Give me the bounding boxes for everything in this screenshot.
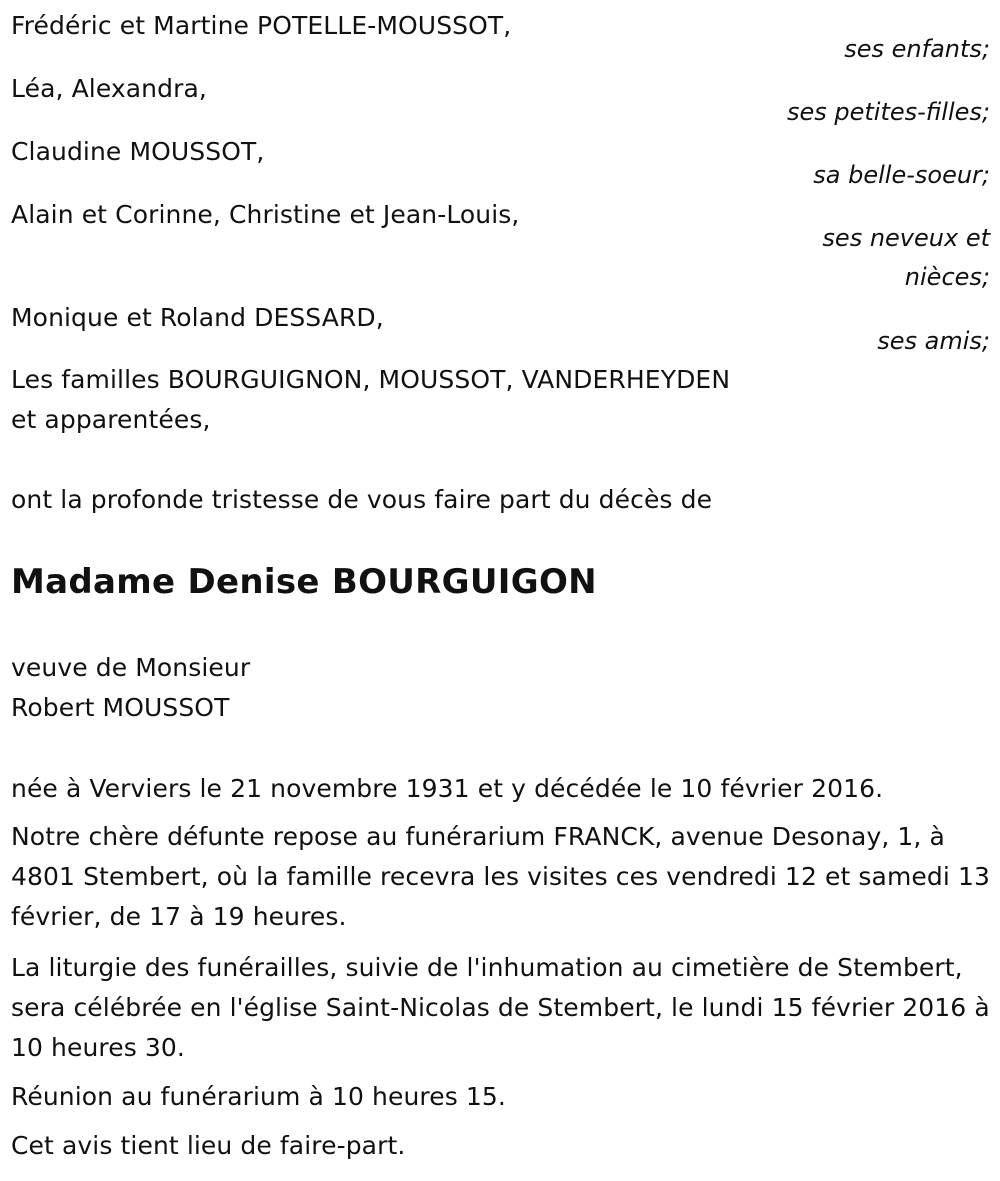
family-names-granddaughters: Léa, Alexandra, <box>11 74 207 103</box>
meeting-paragraph: Réunion au funérarium à 10 heures 15. <box>11 1082 506 1111</box>
relation-granddaughters: ses petites-filles; <box>786 98 990 126</box>
relation-nephews-nieces-line1: ses neveux et <box>822 224 990 252</box>
funerarium-paragraph: Notre chère défunte repose au funérarium FRANCK, avenue Desonay, 1, à 4801 Stembert, où la famille recevra les visites ces vendredi 12 et samedi 13 février, de 17 à 19 heures. <box>11 822 990 931</box>
family-names-friends: Monique et Roland DESSARD, <box>11 303 384 332</box>
family-names-families-line2: et apparentées, <box>11 405 211 434</box>
relation-children: ses enfants; <box>844 35 990 63</box>
relation-sister-in-law: sa belle-soeur; <box>813 161 990 189</box>
widow-line-2: Robert MOUSSOT <box>11 693 230 722</box>
relation-nephews-nieces-line2: nièces; <box>904 263 990 291</box>
family-names-sister-in-law: Claudine MOUSSOT, <box>11 137 265 166</box>
notice-paragraph: Cet avis tient lieu de faire-part. <box>11 1131 406 1160</box>
widow-line-1: veuve de Monsieur <box>11 653 251 682</box>
birth-death-paragraph: née à Verviers le 21 novembre 1931 et y décédée le 10 février 2016. <box>11 774 884 803</box>
announcement-text: ont la profonde tristesse de vous faire part du décès de <box>11 485 713 514</box>
family-names-nephews-nieces: Alain et Corinne, Christine et Jean-Louis, <box>11 200 520 229</box>
relation-friends: ses amis; <box>877 327 990 355</box>
family-names-children: Frédéric et Martine POTELLE-MOUSSOT, <box>11 11 512 40</box>
family-names-families-line1: Les familles BOURGUIGNON, MOUSSOT, VANDERHEYDEN <box>11 365 731 394</box>
deceased-name: Madame Denise BOURGUIGON <box>11 562 597 602</box>
liturgy-paragraph: La liturgie des funérailles, suivie de l'inhumation au cimetière de Stembert, sera célébrée en l'église Saint-Nicolas de Stembert, le lundi 15 février 2016 à 10 heures 30. <box>11 953 990 1062</box>
